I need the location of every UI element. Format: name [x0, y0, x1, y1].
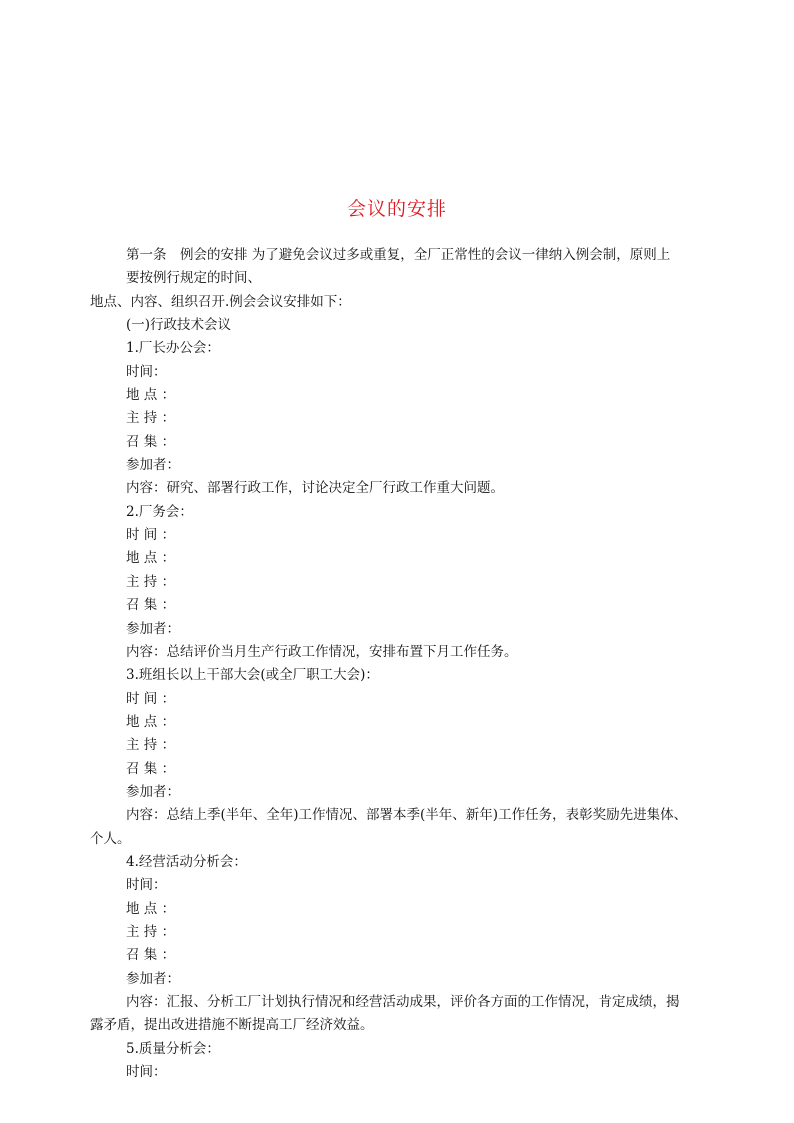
- paragraph-line: 1.厂长办公会：: [126, 340, 220, 357]
- document-title: 会议的安排: [346, 198, 447, 220]
- document-body: [90, 244, 710, 1084]
- paragraph-line: 2.厂务会：: [126, 503, 193, 520]
- paragraph-line: 召 集 ：: [126, 433, 176, 450]
- paragraph-line: 时间：: [126, 877, 167, 894]
- paragraph-line: (一)行政技术会议: [126, 317, 232, 334]
- paragraph-line: 个人。: [90, 830, 131, 847]
- paragraph-line: 时 间 ：: [126, 690, 176, 707]
- paragraph-line: 时间：: [126, 1064, 167, 1081]
- paragraph-line: 参加者：: [126, 783, 180, 800]
- paragraph-line: 召 集 ：: [126, 947, 176, 964]
- paragraph-line: 参加者：: [126, 970, 180, 987]
- paragraph-line: 地 点 ：: [126, 713, 176, 730]
- paragraph-line: 4.经营活动分析会：: [126, 853, 247, 870]
- paragraph-line: 地点、内容、组织召开.例会会议安排如下：: [90, 293, 351, 310]
- paragraph-line: 内容：汇报、分析工厂计划执行情况和经营活动成果，评价各方面的工作情况，肯定成绩，揭: [126, 994, 680, 1010]
- paragraph-line: 内容：研究、部署行政工作，讨论决定全厂行政工作重大问题。: [126, 480, 504, 497]
- paragraph-line: 主 持 ：: [126, 737, 176, 754]
- paragraph-line: 露矛盾，提出改进措施不断提高工厂经济效益。: [90, 1017, 374, 1034]
- paragraph-line: 时 间 ：: [126, 527, 176, 544]
- paragraph-line: 第一条 例会的安排 为了避免会议过多或重复，全厂正常性的会议一律纳入例会制，原则上: [126, 247, 671, 263]
- paragraph-line: 参加者：: [126, 620, 180, 637]
- paragraph-line: 地 点 ：: [126, 387, 176, 404]
- paragraph-line: 地 点 ：: [126, 900, 176, 917]
- paragraph-line: 内容：总结上季(半年、全年)工作情况、部署本季(半年、新年)工作任务，表彰奖励先进集体、: [126, 807, 688, 824]
- paragraph-line: 3.班组长以上干部大会(或全厂职工大会)：: [126, 667, 379, 684]
- paragraph-line: 主 持 ：: [126, 410, 176, 427]
- paragraph-line: 内容：总结评价当月生产行政工作情况，安排布置下月工作任务。: [126, 643, 518, 660]
- paragraph-line: 召 集 ：: [126, 760, 176, 777]
- paragraph-line: 主 持 ：: [126, 573, 176, 590]
- paragraph-line: 地 点 ：: [126, 550, 176, 567]
- paragraph-line: 5.质量分析会：: [126, 1040, 220, 1057]
- paragraph-line: 参加者：: [126, 457, 180, 474]
- paragraph-line: 要按例行规定的时间、: [126, 270, 261, 287]
- paragraph-line: 主 持 ：: [126, 923, 176, 940]
- paragraph-line: 召 集 ：: [126, 597, 176, 614]
- paragraph-line: 时间：: [126, 363, 167, 380]
